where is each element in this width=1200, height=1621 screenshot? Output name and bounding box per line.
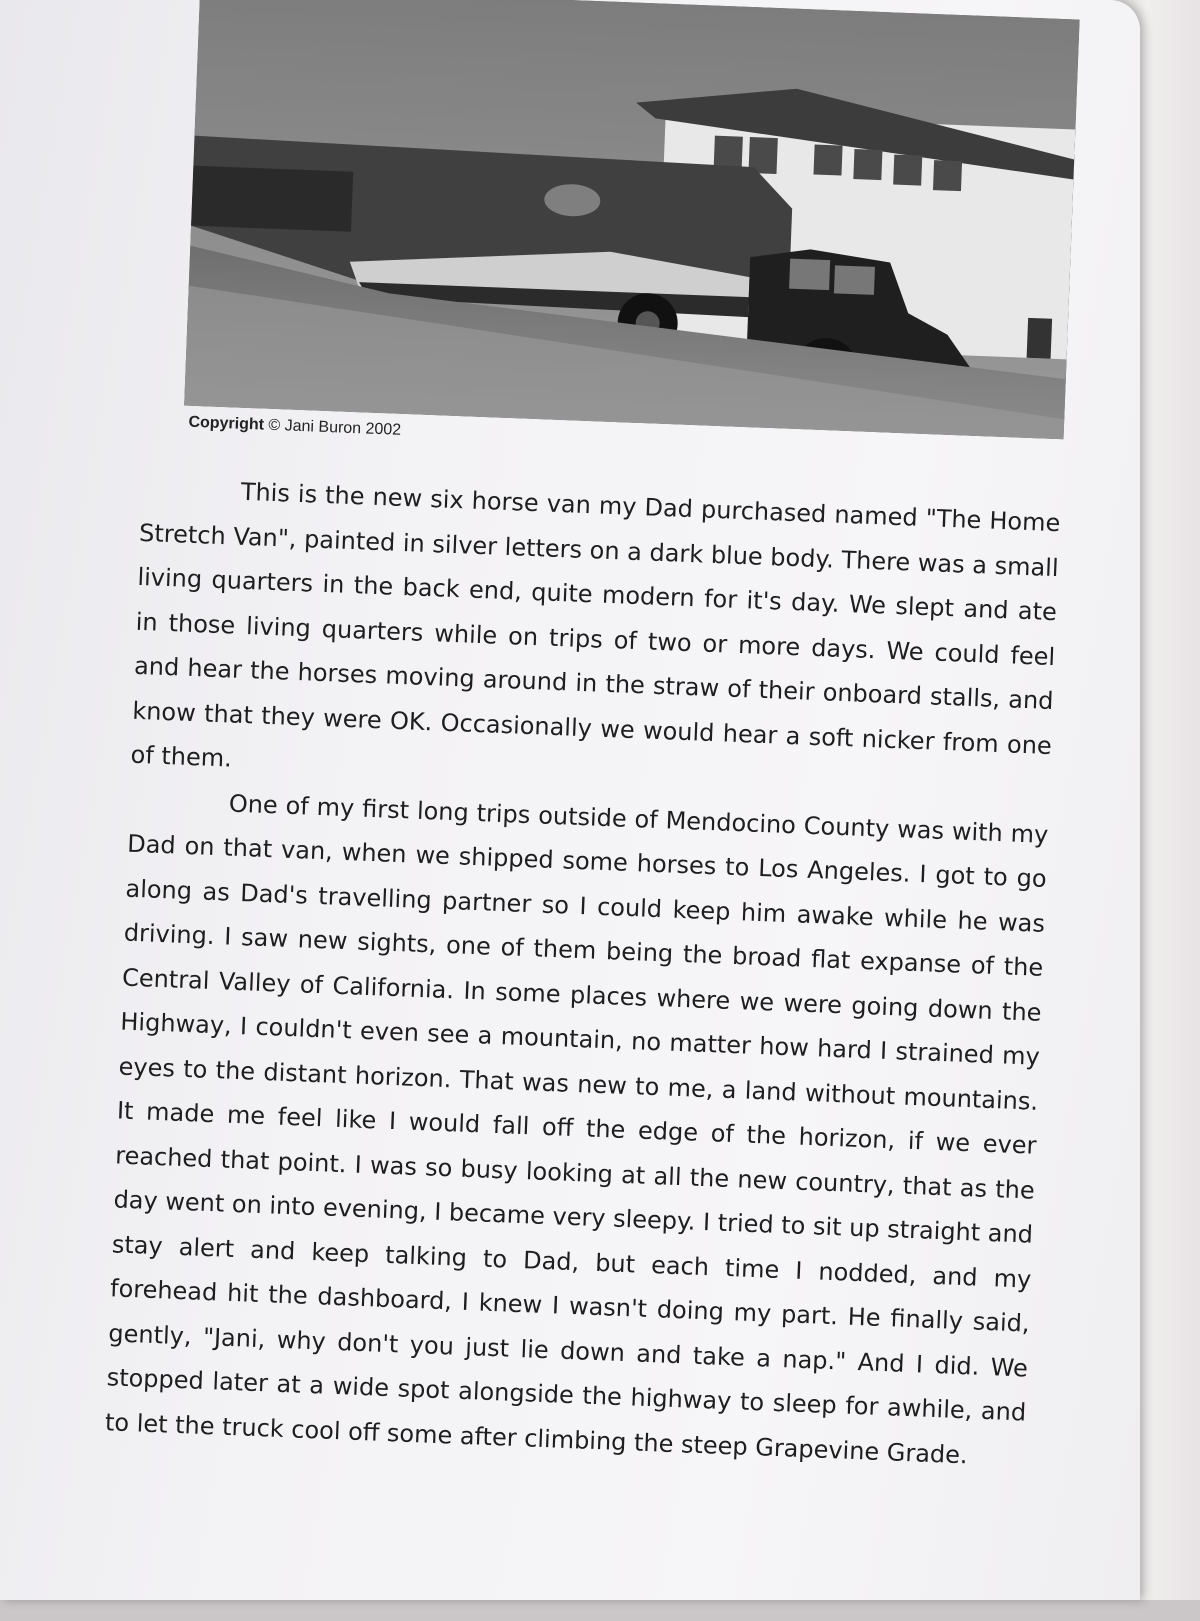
caption-credit: © Jani Buron 2002 — [268, 416, 402, 439]
photo-caption — [188, 414, 401, 440]
paragraph-1: This is the new six horse van my Dad purchased named "The Home Stretch Van", painted in silver letters on a dark blue body. There was a small living quarters in the back end, quite modern for it's day. We slept and ate in those living quarters while on trips of two or more days. We could feel and hear the horses moving around in the straw of their onboard stalls, and know that they were OK. Occasionally we would hear a soft nicker from one of them. — [130, 477, 1061, 773]
body-text — [104, 466, 1061, 1480]
photo-illustration — [184, 0, 1079, 439]
caption-copyright-word: Copyright — [188, 413, 265, 434]
paragraph-2: One of my first long trips outside of Mendocino County was with my Dad on that van, when we shipped some horses to Los Angeles. I got to go along as Dad's travelling partner so I could keep him awake while he was driving. I saw new sights, one of them being the broad flat expanse of the Central Valley of California. In some places where we were going down the Highway, I couldn't even see a mountain, no matter how hard I strained my eyes to the distant horizon. That was new to me, a land without mountains. It made me feel like I would fall off the edge of the horizon, if we ever reached that point. I was so busy looking at all the new country, that as the day went on into evening, I became very sleepy. I tried to sit up straight and stay alert and keep talking to Dad, but each time I nodded, and my forehead hit the dashboard, I knew I wasn't doing my part. He finally said, gently, "Jani, why don't you just lie down and take a nap." And I did. We stopped later at a wide spot alongside the highway to sleep for awhile, and to let the truck cool off some after climbing the steep Grapevine Grade. — [104, 789, 1049, 1469]
photo-truck-horse-van — [184, 0, 1079, 439]
